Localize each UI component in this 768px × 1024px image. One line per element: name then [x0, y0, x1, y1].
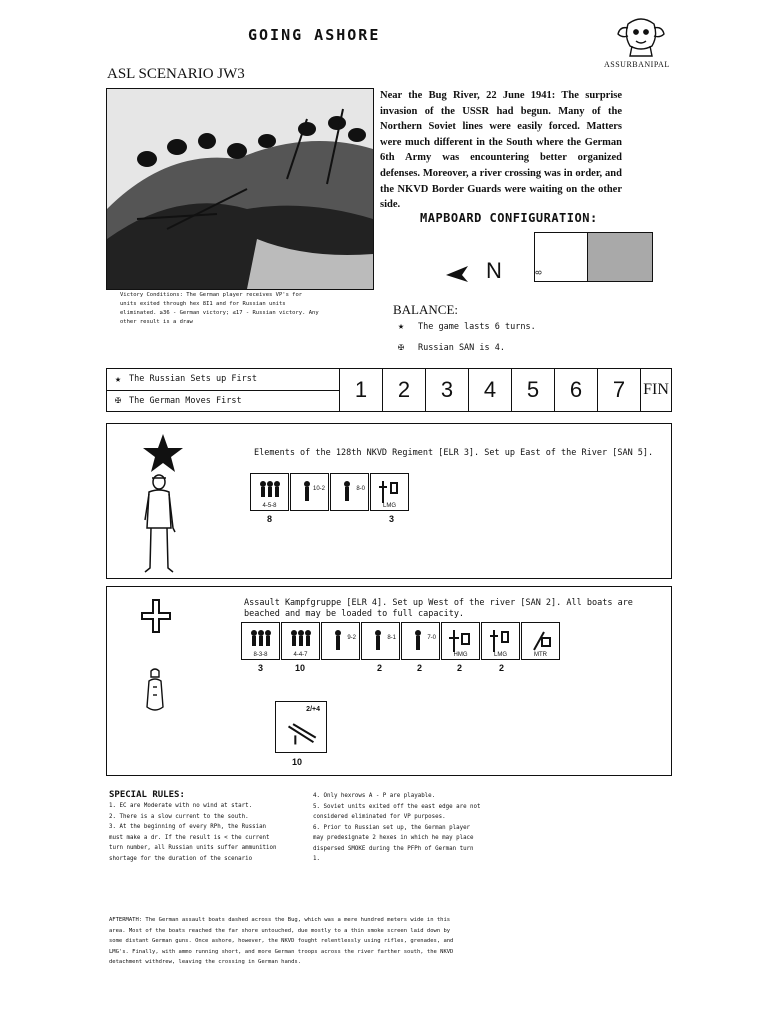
balance-item [398, 321, 536, 332]
iron-cross-icon: ✠ [398, 342, 405, 353]
unit-counter [361, 622, 400, 660]
counter-value: 8-3-8 [253, 652, 268, 658]
special-rule: 6. Prior to Russian set up, the German player may predesignate 2 hexes in which he may place dispersed SMOKE during the PFPh of German turn 1. [313, 824, 474, 862]
unit-counter [370, 473, 409, 511]
star-icon: ★ [115, 373, 122, 385]
logo-label: ASSURBANIPAL [604, 60, 670, 69]
unit-counter [481, 622, 520, 660]
special-rule: 1. EC are Moderate with no wind at start. [109, 803, 253, 809]
turn-cell: 1 [340, 369, 383, 411]
assault-boat-counter [275, 701, 327, 753]
unit-counter [241, 622, 280, 660]
counter-value: 10-2 [312, 486, 325, 492]
star-icon: ★ [398, 321, 405, 332]
moves-first-text: The German Moves First [129, 395, 242, 406]
scenario-id: ASL SCENARIO JW3 [107, 66, 245, 82]
leader-icon [295, 477, 325, 507]
special-rules-right [313, 791, 483, 865]
counter-quantity: 10 [292, 757, 303, 767]
boat-value: 2/+4 [306, 706, 320, 713]
counter-value: 7-0 [427, 635, 436, 641]
assault-boat-icon [284, 715, 318, 749]
unit-counter [321, 622, 360, 660]
victory-conditions: Victory Conditions: The German player receives VP's for units exited through hex 8I1 and for Russian units eliminated. ≥36 - German victory; ≤17 - Russian victory. Any other result is a draw [120, 292, 319, 325]
counter-value: HMG [453, 652, 468, 658]
unit-counter [521, 622, 560, 660]
turn-cell: 7 [598, 369, 641, 411]
counter-value: 8-1 [387, 635, 396, 641]
special-rule: 4. Only hexrows A - P are playable. [313, 793, 436, 799]
aftermath-text: AFTERMATH: The German assault boats dashed across the Bug, which was a mere hundred meters wide in this area. Most of the boats reached the far shore untouched, due mostly to a thin smoke screen laid down by some distant German guns. Once ashore, however, the NKVD fought relentlessly using rifles, grenades, and LMG's. Finally, with ammo running short, and more German troops across the river farther south, the NKVD detachment withdrew, leaving the crossing in German hands. [109, 917, 454, 965]
turn-cell: 6 [555, 369, 598, 411]
counter-value: 8-0 [356, 486, 365, 492]
mapboard-board [535, 233, 588, 281]
russian-counter-row [250, 473, 410, 511]
german-setup-text: Assault Kampfgruppe [ELR 4]. Set up West of the river [SAN 2]. All boats are beached and may be loaded to full capacity. [244, 598, 633, 619]
balance-text: Russian SAN is 4. [418, 342, 505, 353]
unit-counter [401, 622, 440, 660]
leader-icon [366, 626, 396, 656]
special-rules-left [109, 801, 279, 864]
turn-cell: 2 [383, 369, 426, 411]
unit-counter [330, 473, 369, 511]
counter-value: LMG [493, 652, 507, 658]
russian-setup-text: Elements of the 128th NKVD Regiment [ELR 3]. Set up East of the River [SAN 5]. [254, 448, 654, 458]
special-rule: 2. There is a slow current to the south. [109, 813, 249, 820]
german-helmet-soldier-icon [143, 667, 167, 715]
german-counter-row [241, 622, 561, 660]
counter-quantity: 2 [417, 663, 423, 673]
counter-quantity: 8 [267, 514, 273, 524]
board-number: 8 [534, 270, 544, 275]
unit-counter [290, 473, 329, 511]
counter-quantity: 2 [377, 663, 383, 673]
balkenkreuz-icon [141, 599, 171, 633]
scenario-title: GOING ASHORE [248, 26, 381, 44]
setup-first-text: The Russian Sets up First [129, 374, 257, 385]
moves-first-row [107, 390, 339, 412]
scenario-intro: Near the Bug River, 22 June 1941: The surprise invasion of the USSR had begun. Many of the Northern Soviet lines were easily forced. Matters were much different in the South where the German 6th Army was encountering better organized defenses. Moreover, a river crossing was in order, and the NKVD Border Guards were waiting on the other side. [380, 90, 622, 211]
leader-icon [335, 477, 365, 507]
counter-value: 4-5-8 [262, 503, 277, 509]
soviet-soldier-icon [141, 472, 177, 576]
mapboard-title: MAPBOARD CONFIGURATION: [420, 211, 598, 225]
counter-value: MTR [534, 652, 547, 658]
soviet-star-icon [141, 432, 185, 476]
counter-value: 9-2 [347, 635, 356, 641]
special-rule: 3. At the beginning of every RPh, the Russian must make a dr. If the result is < the current turn number, all Russian units suffer ammunition shortage for the duration of the scenario [109, 824, 277, 862]
counter-quantity: 10 [295, 663, 306, 673]
russian-oob-box [106, 423, 672, 579]
mapboard-diagram [534, 232, 653, 282]
special-rules-title: SPECIAL RULES: [109, 790, 185, 800]
turn-cell: 4 [469, 369, 512, 411]
counter-value: 4-4-7 [293, 652, 308, 658]
leader-icon [326, 626, 356, 656]
counter-quantity: 2 [457, 663, 463, 673]
counter-quantity: 3 [389, 514, 395, 524]
setup-first-row [107, 369, 339, 390]
turn-cell-fin: FIN [643, 381, 669, 398]
balance-title: BALANCE: [393, 302, 458, 317]
mapboard-river-area [588, 233, 652, 281]
unit-counter [441, 622, 480, 660]
historical-photo [106, 88, 374, 290]
leader-icon [406, 626, 436, 656]
balance-text: The game lasts 6 turns. [418, 321, 536, 332]
turn-record-track [106, 368, 672, 412]
balance-item [398, 342, 505, 353]
turn-track-sides [107, 369, 340, 411]
unit-counter [250, 473, 289, 511]
north-label: N [486, 258, 502, 283]
counter-quantity: 3 [258, 663, 264, 673]
iron-cross-icon: ✠ [115, 395, 122, 407]
unit-counter [281, 622, 320, 660]
counter-quantity: 2 [499, 663, 505, 673]
turn-cell: 3 [426, 369, 469, 411]
german-oob-box [106, 586, 672, 776]
turn-cell: 5 [512, 369, 555, 411]
special-rule: 5. Soviet units exited off the east edge are not considered eliminated for VP purposes. [313, 803, 481, 820]
counter-value: LMG [382, 503, 396, 509]
